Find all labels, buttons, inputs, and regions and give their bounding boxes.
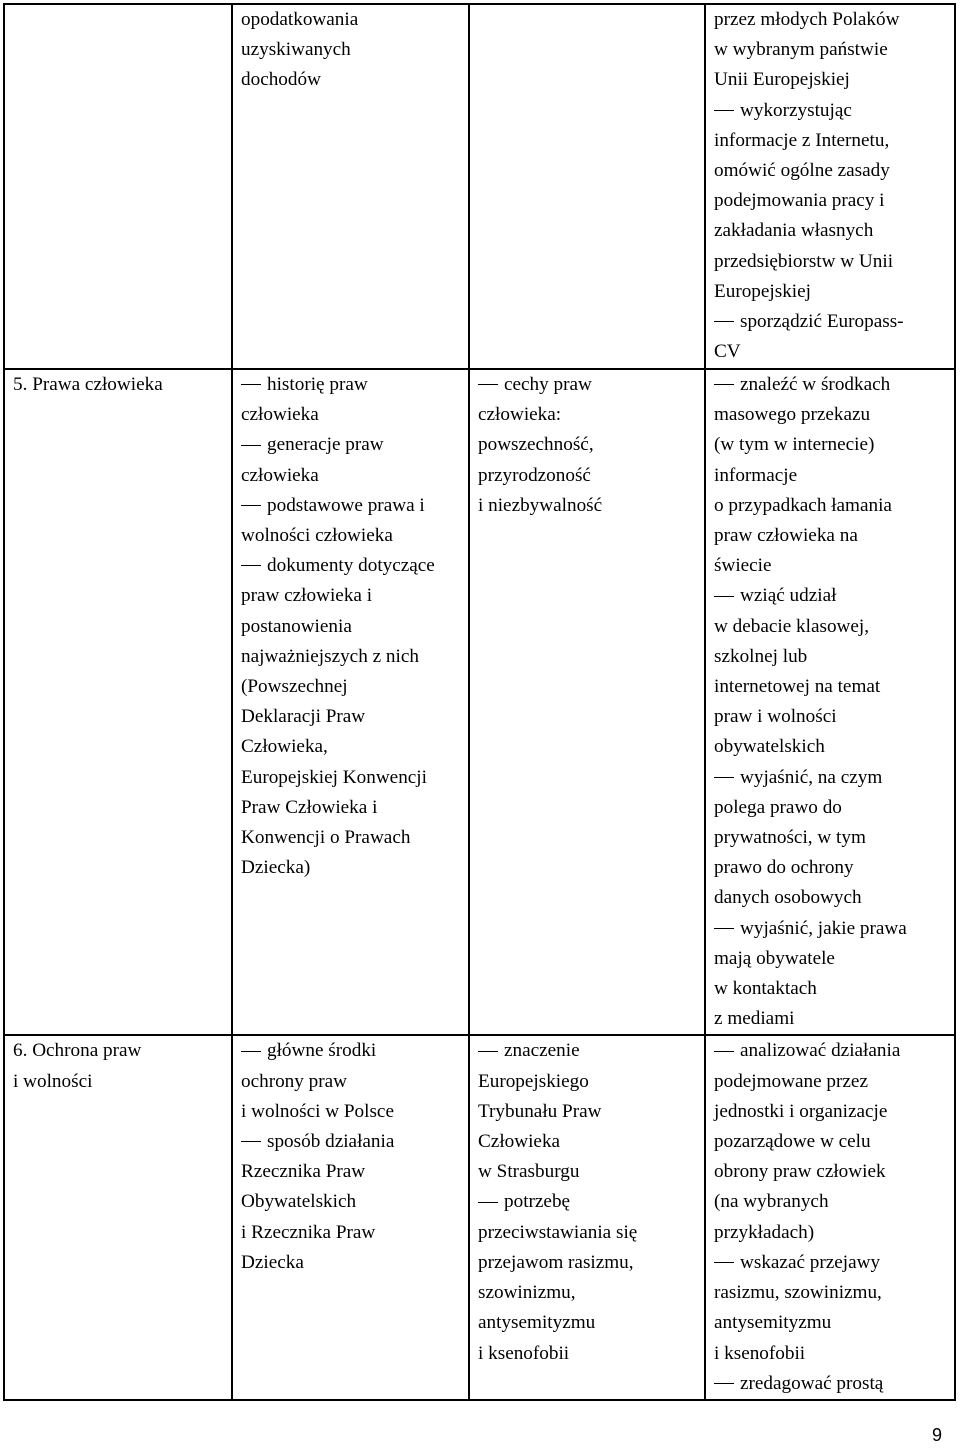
cell-line: w wybranym państwie (714, 39, 888, 61)
cell-line: prywatności, w tym (714, 827, 866, 849)
cell-line: polega prawo do (714, 796, 842, 818)
skills-cell (705, 4, 955, 369)
cell-line: Dziecka (241, 1251, 304, 1273)
bullet-dash (478, 384, 498, 385)
cell-line: Praw Człowieka i (241, 796, 378, 818)
cell-line: Dziecka) (241, 857, 311, 879)
cell-line: sporządzić Europass- (714, 307, 950, 337)
cell-line: przedsiębiorstw w Unii (714, 250, 894, 272)
topic-cell (4, 4, 232, 369)
cell-line: Deklaracji Praw (241, 706, 366, 728)
cell-line: o przypadkach łamania (714, 494, 892, 516)
cell-line: powszechność, (478, 434, 594, 456)
bullet-dash (241, 565, 261, 566)
cell-line: w kontaktach (714, 978, 817, 1000)
cell-line: Konwencji o Prawach (241, 827, 411, 849)
cell-line: Europejskiej (714, 280, 811, 302)
cell-line: Europejskiego (478, 1070, 589, 1092)
cell-line: cechy praw (478, 370, 700, 400)
cell-line: i ksenofobii (714, 1342, 806, 1364)
cell-line: (na wybranych (714, 1191, 829, 1213)
cell-line: podejmowane przez (714, 1070, 868, 1092)
cell-line: najważniejszych z nich (241, 645, 419, 667)
cell-line: Europejskiej Konwencji (241, 766, 427, 788)
cell-line: Obywatelskich (241, 1191, 357, 1213)
cell-line: internetowej na temat (714, 676, 881, 698)
bullet-dash (714, 384, 734, 385)
cell-line: człowieka (241, 404, 319, 426)
bullet-dash (478, 1051, 498, 1052)
cell-line: człowieka (241, 464, 319, 486)
cell-line: dokumenty dotyczące (241, 551, 464, 581)
cell-line: jednostki i organizacje (714, 1100, 888, 1122)
content-cell (232, 4, 469, 369)
cell-line: podstawowe prawa i (241, 491, 464, 521)
cell-line: obrony praw człowiek (714, 1161, 886, 1183)
cell-line: zakładania własnych (714, 220, 874, 242)
cell-line: potrzebę (478, 1187, 700, 1217)
content-cell (232, 369, 469, 1035)
bullet-dash (241, 1051, 261, 1052)
cell-line: praw człowieka i (241, 585, 373, 607)
cell-line: opodatkowania (241, 9, 359, 30)
cell-line: szkolnej lub (714, 645, 808, 667)
cell-line: 6. Ochrona praw (13, 1040, 142, 1062)
table-row (4, 369, 955, 1035)
cell-line: szowinizmu, (478, 1282, 576, 1304)
cell-line: przeciwstawiania się (478, 1221, 638, 1243)
cell-line: (Powszechnej (241, 676, 348, 698)
bullet-dash (714, 777, 734, 778)
cell-line: pozarządowe w celu (714, 1131, 871, 1153)
skills-cell (705, 369, 955, 1035)
bullet-dash (241, 1141, 261, 1142)
cell-line: wolności człowieka (241, 525, 393, 547)
bullet-dash (714, 1262, 734, 1263)
bullet-dash (714, 1051, 734, 1052)
table-row (4, 1035, 955, 1399)
cell-line: (w tym w internecie) (714, 434, 875, 456)
concepts-cell (469, 369, 705, 1035)
cell-line: podejmowania pracy i (714, 190, 885, 212)
cell-line: przyrodzoność (478, 464, 591, 486)
bullet-dash (241, 445, 261, 446)
cell-line: główne środki (241, 1036, 464, 1066)
cell-line: obywatelskich (714, 736, 825, 758)
cell-line: 5. Prawa człowieka (13, 374, 163, 395)
curriculum-table (3, 3, 956, 1401)
bullet-dash (478, 1202, 498, 1203)
page-number: 9 (932, 1425, 943, 1445)
cell-line: przykładach) (714, 1221, 815, 1243)
cell-line: praw i wolności (714, 706, 837, 728)
cell-line: Unii Europejskiej (714, 69, 850, 91)
content-cell (232, 1035, 469, 1399)
cell-line: Człowieka, (241, 736, 328, 758)
table-row (4, 4, 955, 369)
cell-line: prawo do ochrony (714, 857, 854, 879)
topic-cell (4, 369, 232, 1035)
cell-line: człowieka: (478, 404, 562, 426)
cell-line: przejawom rasizmu, (478, 1251, 634, 1273)
cell-line: wyjaśnić, na czym (714, 763, 950, 793)
cell-line: rasizmu, szowinizmu, (714, 1282, 882, 1304)
cell-line: w debacie klasowej, (714, 615, 870, 637)
cell-line: omówić ogólne zasady (714, 160, 890, 182)
cell-line: informacje (714, 464, 798, 486)
cell-line: ochrony praw (241, 1070, 348, 1092)
cell-line: zredagować prostą (714, 1369, 950, 1399)
bullet-dash (714, 928, 734, 929)
concepts-cell (469, 4, 705, 369)
bullet-dash (714, 596, 734, 597)
cell-line: praw człowieka na (714, 525, 858, 547)
cell-line: antysemityzmu (714, 1312, 832, 1334)
cell-line: wziąć udział (714, 581, 950, 611)
topic-cell (4, 1035, 232, 1399)
cell-line: CV (714, 341, 741, 363)
cell-line: i Rzecznika Praw (241, 1221, 376, 1243)
cell-line: wykorzystując (714, 96, 950, 126)
cell-line: danych osobowych (714, 887, 862, 909)
skills-cell (705, 1035, 955, 1399)
bullet-dash (241, 505, 261, 506)
cell-line: uzyskiwanych (241, 39, 351, 61)
bullet-dash (241, 384, 261, 385)
bullet-dash (714, 1383, 734, 1384)
cell-line: i wolności w Polsce (241, 1100, 394, 1122)
cell-line: i niezbywalność (478, 494, 603, 516)
cell-line: z mediami (714, 1008, 795, 1030)
cell-line: Trybunału Praw (478, 1100, 602, 1122)
cell-line: Rzecznika Praw (241, 1161, 366, 1183)
cell-line: mają obywatele (714, 947, 835, 969)
cell-line: generacje praw (241, 430, 464, 460)
bullet-dash (714, 321, 734, 322)
cell-line: wyjaśnić, jakie prawa (714, 914, 950, 944)
cell-line: informacje z Internetu, (714, 129, 890, 151)
cell-line: Człowieka (478, 1131, 561, 1153)
cell-line: przez młodych Polaków (714, 9, 900, 30)
cell-line: i wolności (13, 1070, 93, 1092)
concepts-cell (469, 1035, 705, 1399)
cell-line: świecie (714, 555, 772, 577)
cell-line: dochodów (241, 69, 321, 91)
cell-line: postanowienia (241, 615, 352, 637)
cell-line: sposób działania (241, 1127, 464, 1157)
cell-line: znaleźć w środkach (714, 370, 950, 400)
cell-line: masowego przekazu (714, 404, 871, 426)
cell-line: znaczenie (478, 1036, 700, 1066)
cell-line: wskazać przejawy (714, 1248, 950, 1278)
cell-line: antysemityzmu (478, 1312, 596, 1334)
cell-line: historię praw (241, 370, 464, 400)
cell-line: i ksenofobii (478, 1342, 570, 1364)
cell-line: w Strasburgu (478, 1161, 580, 1183)
cell-line: analizować działania (714, 1036, 950, 1066)
bullet-dash (714, 110, 734, 111)
